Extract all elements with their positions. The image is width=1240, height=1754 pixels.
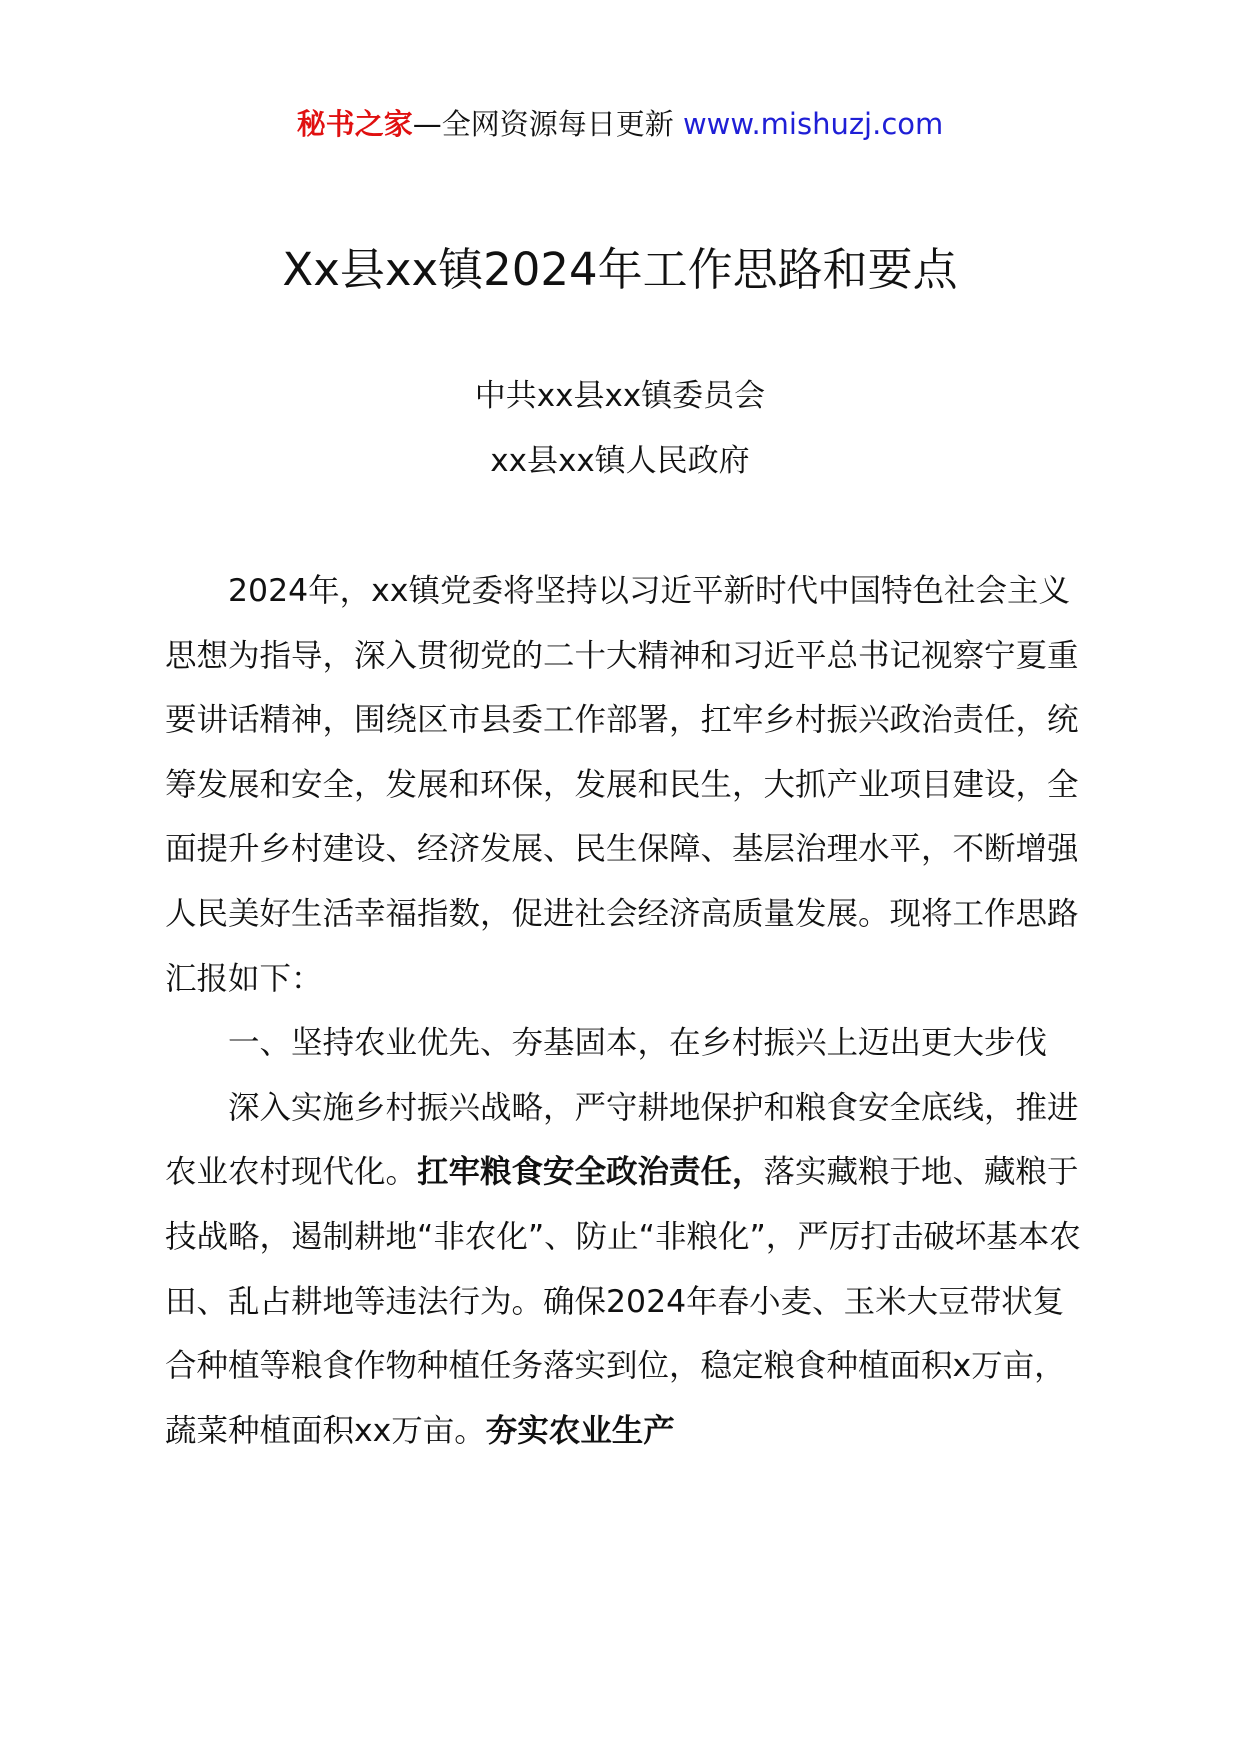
paragraph-section-1 [165, 1076, 1095, 1464]
section-heading-1: 一、坚持农业优先、夯基固本，在乡村振兴上迈出更大步伐 [228, 1025, 1048, 1062]
document-title: Xx县xx镇2024年工作思路和要点 [282, 243, 958, 296]
site-url-link[interactable]: www.mishuzj.com [682, 107, 944, 141]
document-body [165, 559, 1095, 1463]
bold-emphasis: 扛牢粮食安全政治责任， [417, 1154, 764, 1191]
issuing-org-government: xx县xx镇人民政府 [490, 443, 750, 479]
site-header [0, 104, 1240, 144]
issuing-org-party-committee: 中共xx县xx镇委员会 [474, 378, 766, 414]
paragraph-text: 落实藏粮于地、藏粮于技战略，遏制耕地“非农化”、防止“非粮化”，严厉打击破坏基本农田、乱占耕地等违法行为。确保2024年春小麦、玉米大豆带状复合种植等粮食作物种植任务落实到位，稳定粮食种植面积x万亩，蔬菜种植面积xx万亩。 [165, 1154, 1081, 1449]
paragraph-text: 深入实施乡村振兴战略，严守耕地保护和粮食安全底线，推进农业农村现代化。 [165, 1089, 1079, 1191]
paragraph-intro: 2024年，xx镇党委将坚持以习近平新时代中国特色社会主义思想为指导，深入贯彻党的二十大精神和习近平总书记视察宁夏重要讲话精神，围绕区市县委工作部署，扛牢乡村振兴政治责任，统筹发展和安全，发展和环保，发展和民生，大抓产业项目建设，全面提升乡村建设、经济发展、民生保障、基层治理水平，不断增强人民美好生活幸福指数，促进社会经济高质量发展。现将工作思路汇报如下： [165, 573, 1079, 997]
site-slogan: —全网资源每日更新 [412, 107, 674, 141]
site-brand: 秘书之家 [296, 107, 413, 141]
bold-emphasis: 夯实农业生产 [485, 1412, 675, 1449]
